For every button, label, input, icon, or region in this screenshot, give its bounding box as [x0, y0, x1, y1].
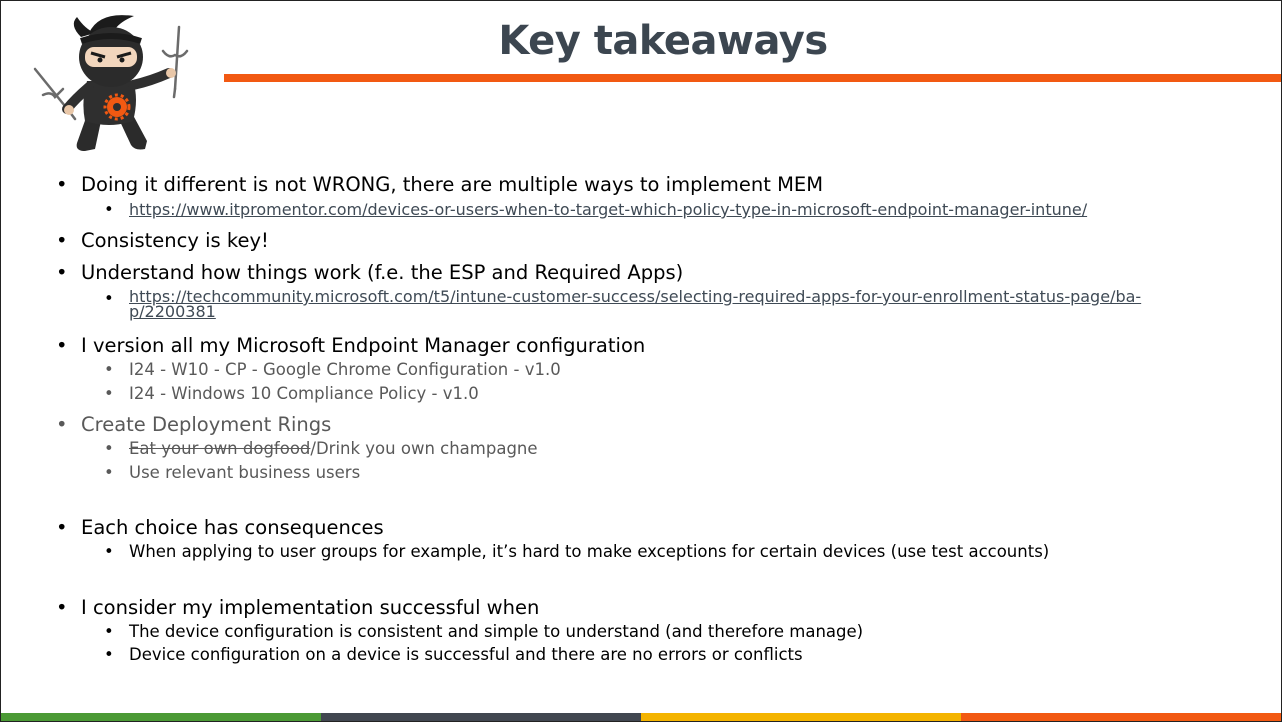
footer-color-bar	[1, 713, 1281, 721]
footer-segment-orange	[961, 713, 1281, 721]
reference-link[interactable]: https://www.itpromentor.com/devices-or-users-when-to-target-which-policy-type-in-microsoft-endpoint-manager-intune/	[129, 200, 1088, 219]
footer-segment-green	[1, 713, 321, 721]
bullet-list: • Doing it different is not WRONG, there are multiple ways to implement MEM • https://www.itpromentor.com/devices-or-users-when-to-target-which-policy-type-in-microsoft-endpoint-manager-intune/ • Consistency is key! • Understand how things work (f.e. the ESP and Required Apps) • https://techcommunity.microsoft.com/t5/intune-customer-success/selecting-required-apps-for-your-enrollment-status-page/ba- p/2200381 • I version all my Microsoft Endpoint Manager configuration • I24 - W10 - CP - Google Chrome Configuration - v1.0 • I24 - Windows 10 Compliance Policy - v1.0 • Create Deployment Rings • Eat your own dogfood/Drink you own champagne • Use relevant business users • Each choice has consequences • When applying to user groups for example, it’s hard to make exceptions for certain devices (use test accounts) • I consider my implementation successful when • The device configuration is consistent and simple to understand (and therefore manage) • Device configuration on a device is successful and there are no errors or conflicts	[56, 173, 1142, 664]
footer-segment-yellow	[641, 713, 961, 721]
slide-title: Key takeaways	[498, 18, 828, 64]
footer-segment-dark	[321, 713, 641, 721]
reference-link[interactable]: https://techcommunity.microsoft.com/t5/intune-customer-success/selecting-required-apps-for-your-enrollment-status-page/ba- p/2200381	[129, 287, 1142, 321]
